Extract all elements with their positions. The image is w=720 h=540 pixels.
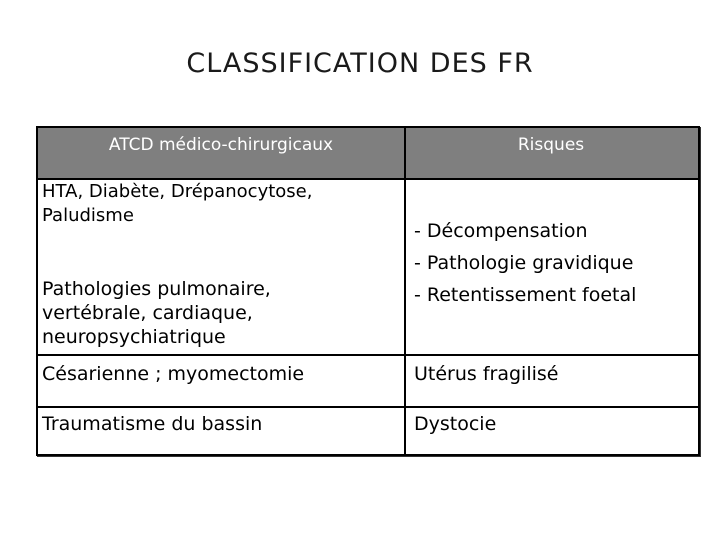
cell-risques-merged — [414, 215, 694, 311]
classification-table — [36, 126, 700, 456]
cell-atcd-4: Traumatisme du bassin — [42, 413, 263, 435]
cell-atcd-2: Pathologies pulmonaire, vertébrale, cardiaque, neuropsychiatrique — [42, 278, 271, 348]
cell-atcd-1: HTA, Diabète, Drépanocytose, Paludisme — [42, 181, 313, 226]
risk-item: - Pathologie gravidique — [414, 252, 634, 274]
row-divider — [38, 406, 698, 408]
cell-atcd-3: Césarienne ; myomectomie — [42, 363, 305, 385]
table-header-row — [38, 128, 698, 180]
cell-risque-3: Utérus fragilisé — [414, 363, 559, 385]
slide-title: CLASSIFICATION DES FR — [186, 48, 534, 79]
cell-risque-4: Dystocie — [414, 413, 497, 435]
header-risques: Risques — [517, 135, 585, 155]
risk-item: - Décompensation — [414, 220, 588, 242]
header-atcd: ATCD médico-chirurgicaux — [108, 135, 334, 155]
risk-item: - Retentissement foetal — [414, 284, 637, 306]
row-divider — [38, 354, 698, 356]
